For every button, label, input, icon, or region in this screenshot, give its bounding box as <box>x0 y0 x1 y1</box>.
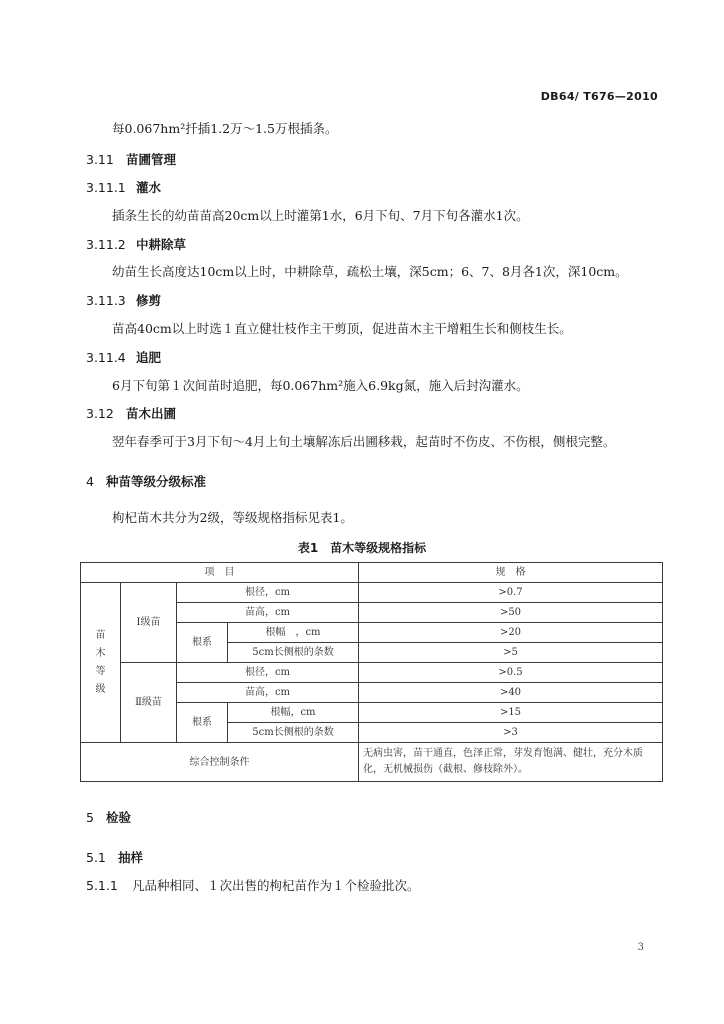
section-3-11-4-heading <box>86 348 161 366</box>
g1-root-system-cell: 根系 <box>177 623 228 663</box>
section-number: 3.11 <box>86 152 114 167</box>
g2-root-spread-value: >15 <box>359 703 663 723</box>
section-number: 3.11.3 <box>86 293 126 308</box>
section-number: 3.11.4 <box>86 350 126 365</box>
section-3-11-heading <box>86 150 176 168</box>
section-3-11-3-heading <box>86 291 161 309</box>
section-3-11-1-heading <box>86 178 161 196</box>
g2-height-value: >40 <box>359 683 663 703</box>
g1-root-diameter-label: 根径，cm <box>177 583 359 603</box>
section-number: 4 <box>86 474 94 489</box>
table-row <box>81 663 663 683</box>
section-title: 检验 <box>106 810 132 825</box>
g1-lateral-roots-value: >5 <box>359 643 663 663</box>
g1-lateral-roots-label: 5cm长侧根的条数 <box>228 643 359 663</box>
section-3-11-2-body: 幼苗生长高度达10cm以上时，中耕除草，疏松土壤，深5cm；6、7、8月各1次，深10cm。 <box>112 264 628 279</box>
section-3-11-3-body: 苗高40cm以上时选１直立健壮枝作主干剪顶，促进苗木主干增粗生长和侧枝生长。 <box>112 321 572 336</box>
g2-lateral-roots-value: >3 <box>359 723 663 743</box>
section-5-1-heading <box>86 848 143 866</box>
section-3-11-4-body: 6月下旬第１次间苗时追肥，每0.067hm²施入6.9kg氮，施入后封沟灌水。 <box>112 378 529 393</box>
section-title: 苗圃管理 <box>126 152 177 167</box>
grade-spec-table <box>80 562 663 782</box>
section-number: 3.11.1 <box>86 180 126 195</box>
control-condition-value: 无病虫害，苗干通直，色泽正常，芽发育饱满、健壮，充分木质化，无机械损伤（截根、修枝除外）。 <box>359 743 663 782</box>
table-row <box>81 743 663 782</box>
table-row <box>81 583 663 603</box>
section-4-body: 枸杞苗木共分为2级，等级规格指标见表1。 <box>112 510 353 525</box>
section-4-heading <box>86 472 206 490</box>
header-item: 项 目 <box>81 563 359 583</box>
g2-root-system-cell: 根系 <box>177 703 228 743</box>
section-3-12-body: 翌年春季可于3月下旬～4月上旬土壤解冻后出圃移栽，起苗时不伤皮、不伤根，侧根完整。 <box>112 434 616 449</box>
section-number: 5.1.1 <box>86 878 118 893</box>
category-cell: 苗木等级 <box>81 583 121 743</box>
section-title: 灌水 <box>136 180 162 195</box>
g1-height-label: 苗高，cm <box>177 603 359 623</box>
section-3-11-1-body: 插条生长的幼苗苗高20cm以上时灌第1水，6月下旬、7月下旬各灌水1次。 <box>112 208 529 223</box>
section-title: 种苗等级分级标准 <box>106 474 207 489</box>
document-code: DB64/ T676—2010 <box>540 90 658 103</box>
section-body: 凡品种相同、１次出售的枸杞苗作为１个检验批次。 <box>132 878 420 893</box>
g1-root-diameter-value: >0.7 <box>359 583 663 603</box>
section-number: 5 <box>86 810 94 825</box>
section-number: 3.11.2 <box>86 237 126 252</box>
section-number: 5.1 <box>86 850 106 865</box>
section-title: 中耕除草 <box>136 237 187 252</box>
table-caption: 表1 苗木等级规格指标 <box>297 541 427 555</box>
control-condition-label: 综合控制条件 <box>81 743 359 782</box>
g1-root-spread-label: 根幅 ，cm <box>228 623 359 643</box>
g1-height-value: >50 <box>359 603 663 623</box>
header-spec: 规 格 <box>359 563 663 583</box>
section-title: 抽样 <box>118 850 144 865</box>
g1-root-spread-value: >20 <box>359 623 663 643</box>
section-number: 3.12 <box>86 406 114 421</box>
section-title: 修剪 <box>136 293 162 308</box>
section-title: 追肥 <box>136 350 162 365</box>
section-3-11-2-heading <box>86 235 186 253</box>
table-header-row <box>81 563 663 583</box>
intro-paragraph: 每0.067hm²扦插1.2万～1.5万根插条。 <box>112 121 338 136</box>
grade-1-cell: Ⅰ级苗 <box>121 583 177 663</box>
g2-root-diameter-value: >0.5 <box>359 663 663 683</box>
section-title: 苗木出圃 <box>126 406 177 421</box>
g2-root-diameter-label: 根径，cm <box>177 663 359 683</box>
grade-2-cell: Ⅱ级苗 <box>121 663 177 743</box>
section-5-heading <box>86 808 131 826</box>
g2-height-label: 苗高，cm <box>177 683 359 703</box>
g2-lateral-roots-label: 5cm长侧根的条数 <box>228 723 359 743</box>
section-5-1-1-line <box>86 876 420 894</box>
section-3-12-heading <box>86 404 176 422</box>
g2-root-spread-label: 根幅，cm <box>228 703 359 723</box>
page-number: 3 <box>637 942 644 953</box>
